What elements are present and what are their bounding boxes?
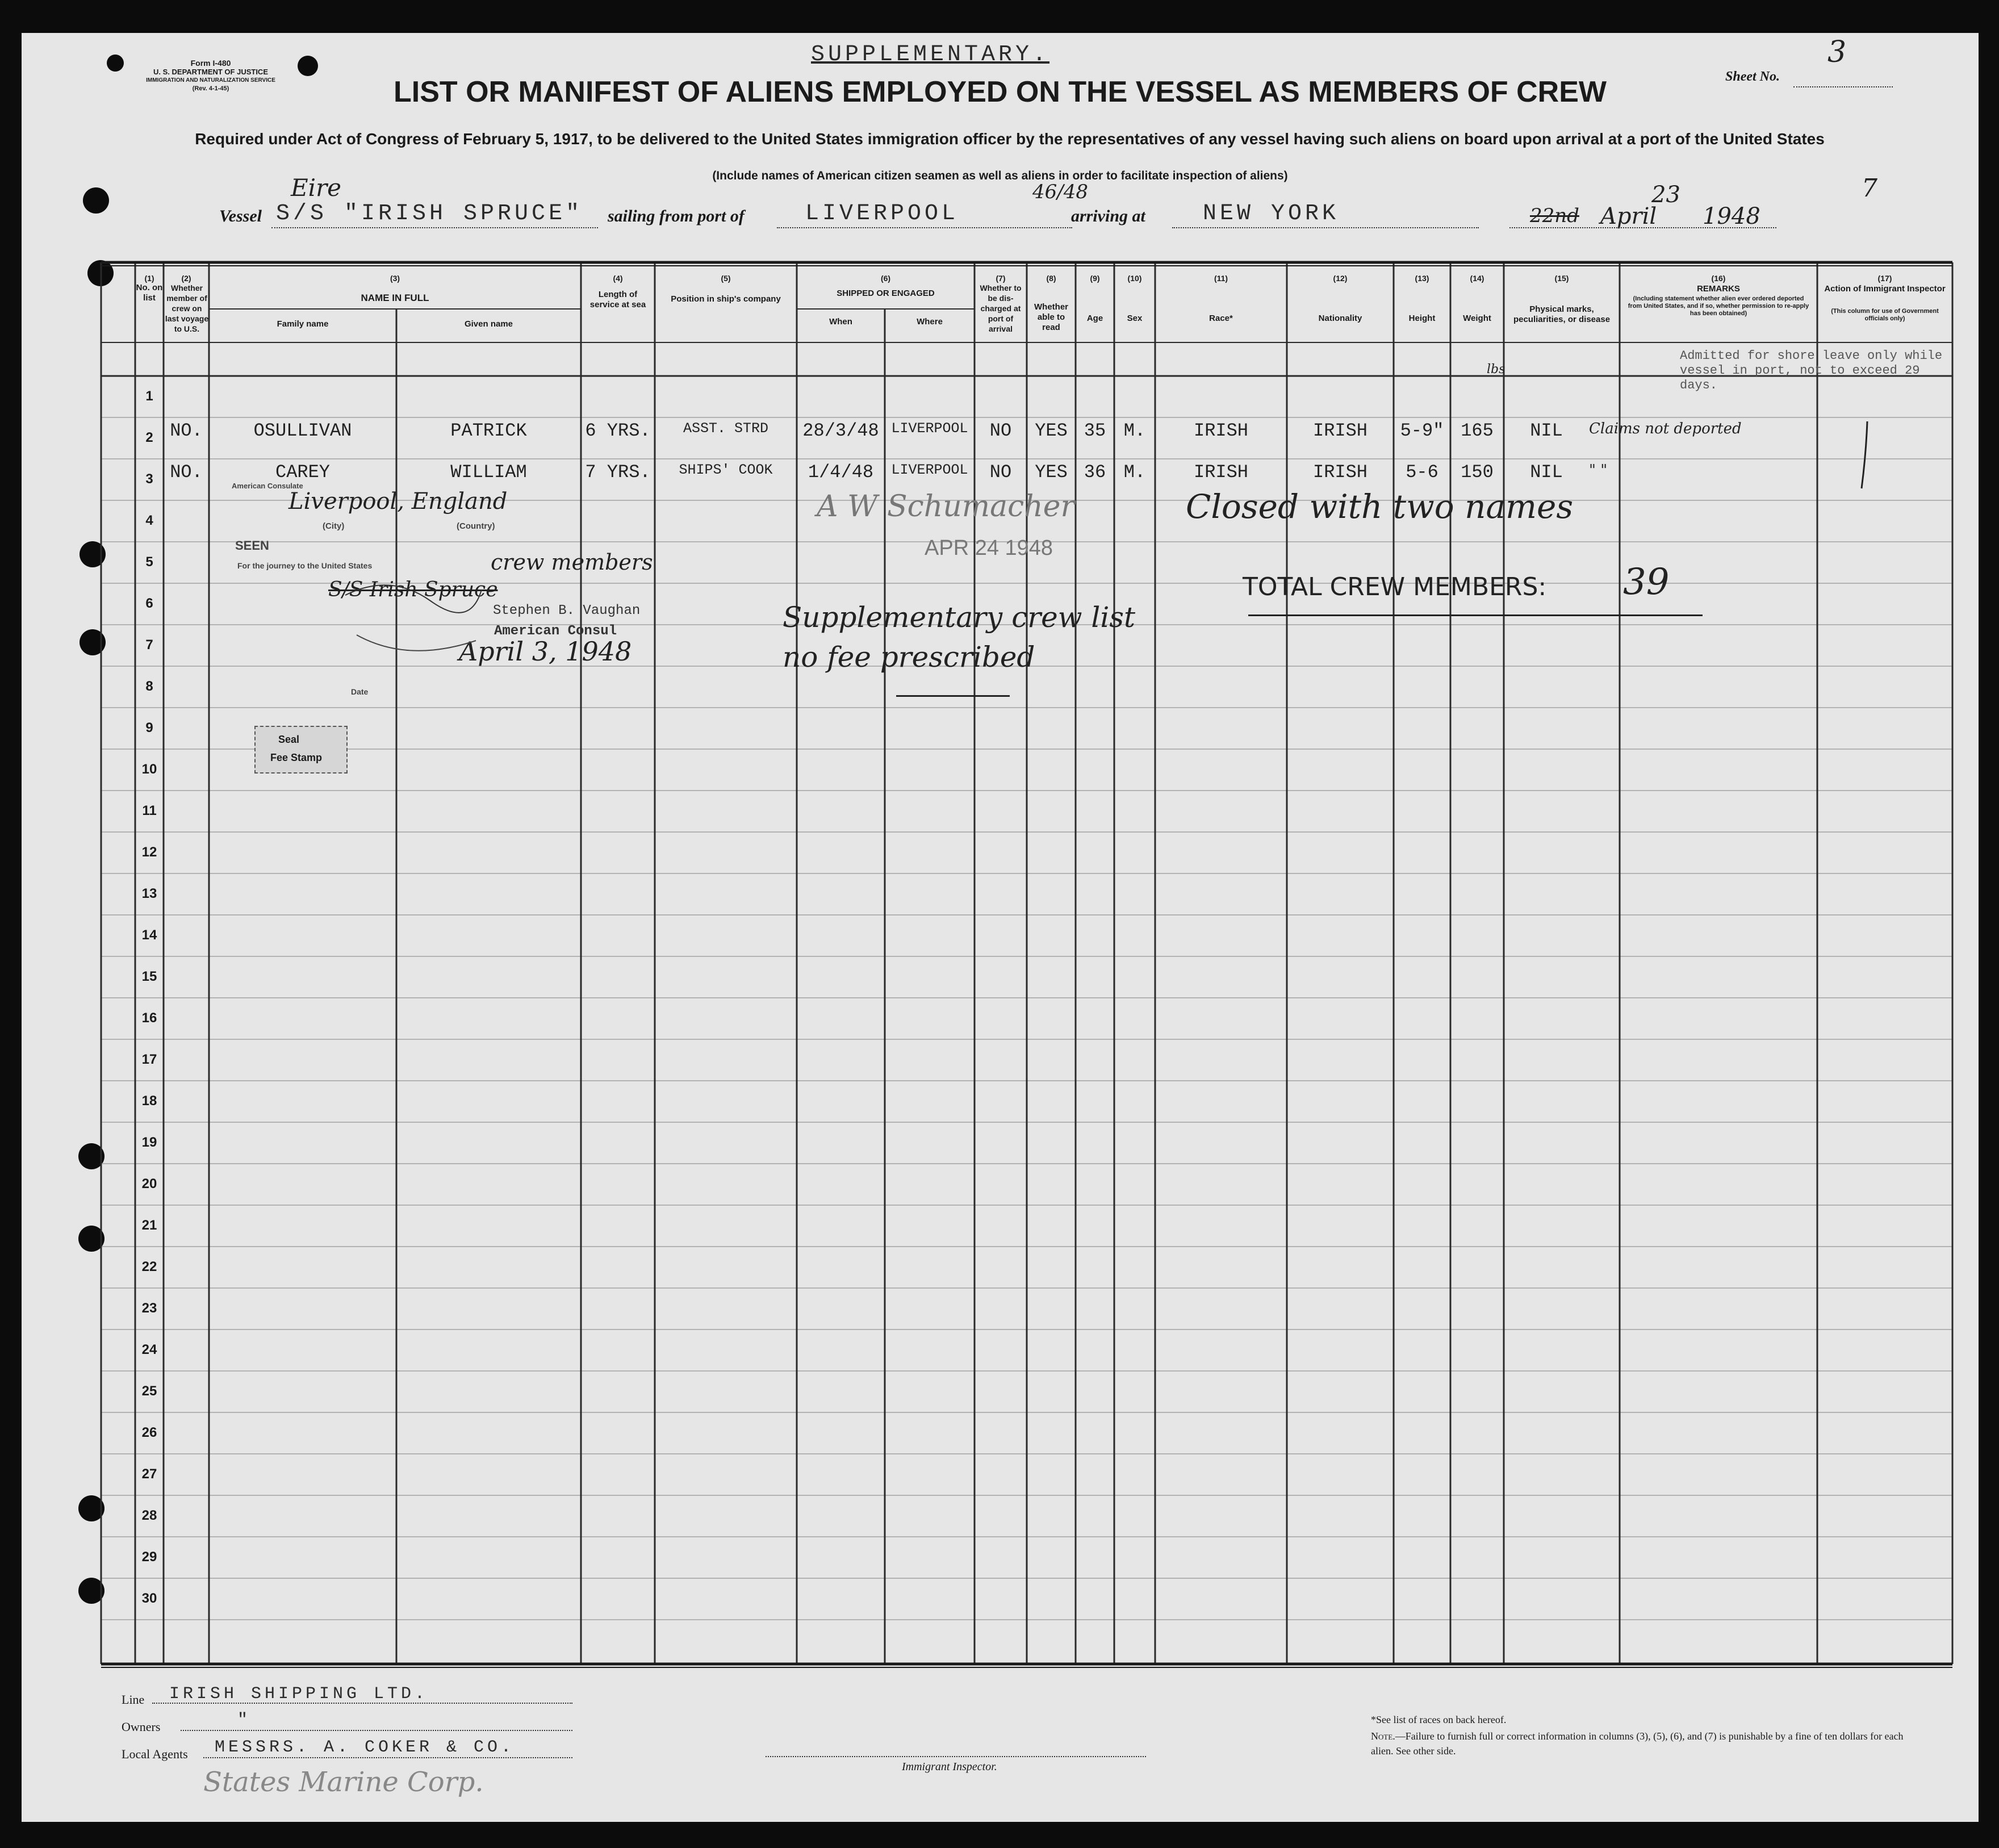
- row-number: 13: [141, 886, 157, 901]
- cell-remarks: Claims not deported: [1589, 420, 1742, 437]
- cell-weight: 165: [1461, 420, 1494, 441]
- col-num-6: (6): [880, 274, 891, 283]
- form-subtitle: Required under Act of Congress of February 5, 1917, to be delivered to the United States immigration officer by the representatives of any vessel having such aliens on board upon arrival at a port of the United States: [195, 130, 1825, 148]
- col-head-6: SHIPPED OR ENGAGED: [837, 289, 935, 298]
- cell-position: ASST. STRD: [683, 420, 769, 437]
- owners-label: Owners: [122, 1720, 161, 1734]
- consulate-label: American Consulate: [232, 482, 303, 490]
- row-number: 18: [141, 1093, 157, 1109]
- col-num-8: (8): [1046, 274, 1056, 283]
- col-head-3: NAME IN FULL: [361, 292, 429, 303]
- cell-where: LIVERPOOL: [891, 462, 968, 478]
- row-number: 11: [142, 803, 157, 818]
- vessel-flag-note: Eire: [291, 174, 342, 202]
- cell-discharged: NO: [989, 420, 1012, 441]
- sheet-label: Sheet No.: [1725, 69, 1780, 84]
- sailing-label: sailing from port of: [608, 207, 745, 225]
- row-number: 4: [145, 513, 153, 528]
- form-title: LIST OR MANIFEST OF ALIENS EMPLOYED ON THE VESSEL AS MEMBERS OF CREW: [394, 76, 1607, 108]
- consular-scribble: [340, 561, 487, 675]
- cell-given: PATRICK: [450, 420, 527, 441]
- cell-position: SHIPS' COOK: [679, 462, 773, 478]
- cell-when: 1/4/48: [808, 462, 874, 483]
- journey-label: For the journey to the United States: [237, 561, 373, 570]
- col-num-9: (9): [1090, 274, 1100, 283]
- include-note: (Include names of American citizen seamen as well as aliens in order to facilitate inspection of aliens): [712, 169, 1288, 182]
- col-head-11: Race*: [1209, 313, 1233, 323]
- cell-where: LIVERPOOL: [891, 420, 968, 437]
- row-number: 9: [145, 720, 153, 735]
- col-head-2: Whether member of crew on last voyage to U.S.: [165, 283, 209, 333]
- row-number: 17: [141, 1052, 157, 1067]
- consular-ship: S/S Irish Spruce: [328, 578, 498, 601]
- races-note: *See list of races on back hereof.: [1371, 1714, 1507, 1725]
- col-head-5: Position in ship's company: [671, 294, 781, 304]
- col-num-7: (7): [996, 274, 1006, 283]
- consular-date: April 3, 1948: [459, 636, 632, 667]
- total-underline: [1248, 614, 1703, 616]
- supplementary-note: Supplementary crew list: [783, 601, 1136, 634]
- col-num-1: (1): [144, 274, 154, 283]
- cell-height: 5-6: [1406, 462, 1438, 483]
- agents-value: MESSRS. A. COKER & CO.: [215, 1738, 515, 1757]
- arrival-port: NEW YORK: [1203, 201, 1340, 227]
- cell-weight: 150: [1461, 462, 1494, 483]
- cell-race: IRISH: [1193, 462, 1248, 483]
- col-head-7: Whether to be dis-charged at port of arrival: [980, 283, 1022, 333]
- col-head-13: Height: [1408, 313, 1436, 323]
- cell-read: YES: [1035, 420, 1068, 441]
- col-num-4: (4): [613, 274, 623, 283]
- cell-marks: NIL: [1530, 462, 1563, 483]
- col-num-12: (12): [1333, 274, 1348, 283]
- col-head-10: Sex: [1127, 313, 1143, 323]
- cell-read: YES: [1035, 462, 1068, 483]
- row-number: 14: [141, 927, 157, 943]
- total-crew-label: TOTAL CREW MEMBERS:: [1243, 572, 1547, 601]
- owners-value: ": [237, 1711, 252, 1730]
- row-number: 5: [145, 554, 153, 570]
- form-dept: U. S. DEPARTMENT OF JUSTICE: [153, 68, 268, 76]
- col-num-3: (3): [390, 274, 400, 283]
- no-fee-underline: [896, 695, 1010, 697]
- line-value: IRISH SHIPPING LTD.: [169, 1684, 429, 1704]
- row-number: 30: [141, 1591, 157, 1606]
- col-head-14: Weight: [1463, 313, 1491, 323]
- col-num-17: (17): [1877, 274, 1892, 283]
- vessel-name: S/S "IRISH SPRUCE": [276, 201, 583, 227]
- country-label: (Country): [457, 521, 495, 531]
- no-fee-note: no fee prescribed: [783, 641, 1035, 674]
- col-num-11: (11): [1214, 274, 1228, 283]
- agents-label: Local Agents: [122, 1747, 188, 1761]
- col-head-12: Nationality: [1318, 313, 1362, 323]
- weight-unit: lbs: [1487, 362, 1505, 377]
- form-service: IMMIGRATION AND NATURALIZATION SERVICE: [146, 77, 275, 83]
- row-number: 7: [145, 637, 153, 653]
- cell-age: 36: [1084, 462, 1106, 483]
- cell-sex: M.: [1123, 420, 1146, 441]
- port-note: 46/48: [1032, 181, 1088, 203]
- row-number: 25: [141, 1383, 157, 1399]
- fee-stamp-box: [254, 726, 348, 774]
- cell-age: 35: [1084, 420, 1106, 441]
- seal-label: Seal: [278, 734, 300, 745]
- col-num-16: (16): [1711, 274, 1726, 283]
- row-number: 16: [141, 1010, 157, 1026]
- row-number: 21: [141, 1218, 157, 1233]
- col-num-14: (14): [1470, 274, 1484, 283]
- immigrant-inspector-label: Immigrant Inspector.: [902, 1761, 997, 1773]
- agents-note: States Marine Corp.: [203, 1766, 484, 1798]
- col-head-16: REMARKS: [1697, 284, 1740, 294]
- row-number: 27: [141, 1466, 157, 1482]
- remarks-note: (Including statement whether alien ever ordered deported from United States, and if so, whether permission to re-apply has been obtained): [1628, 295, 1809, 317]
- cell-remarks: " ": [1589, 462, 1608, 479]
- cell-last-voyage: NO.: [170, 420, 203, 441]
- col-num-15: (15): [1554, 274, 1569, 283]
- row-number: 28: [141, 1508, 157, 1523]
- port-of-departure: LIVERPOOL: [805, 201, 959, 227]
- city-label: (City): [323, 521, 345, 531]
- subhead-family: Family name: [277, 319, 329, 329]
- row-number: 24: [141, 1342, 157, 1357]
- vessel-label: Vessel: [219, 207, 262, 225]
- cell-last-voyage: NO.: [170, 462, 203, 483]
- date-year: 1948: [1703, 203, 1760, 229]
- manifest-sheet: [22, 33, 1979, 1822]
- cell-service: 6 YRS.: [585, 420, 651, 441]
- closed-note: Closed with two names: [1186, 487, 1574, 526]
- cell-nationality: IRISH: [1312, 420, 1367, 441]
- row-number: 23: [141, 1301, 157, 1316]
- row-number: 22: [141, 1259, 157, 1274]
- line-label: Line: [122, 1692, 145, 1707]
- row-number: 2: [145, 430, 153, 445]
- cell-family: OSULLIVAN: [253, 420, 352, 441]
- row-number: 10: [141, 762, 157, 777]
- date-day: 23: [1651, 182, 1680, 208]
- cell-when: 28/3/48: [802, 420, 879, 441]
- row-number: 12: [141, 844, 157, 860]
- col-head-9: Age: [1086, 313, 1103, 323]
- crew-members-note: crew members: [491, 550, 653, 575]
- cell-height: 5-9": [1400, 420, 1444, 441]
- consul-title: American Consul: [494, 624, 617, 639]
- row-number: 19: [141, 1135, 157, 1150]
- subhead-given: Given name: [464, 319, 513, 329]
- cell-marks: NIL: [1530, 420, 1563, 441]
- form-id: Form I-480: [190, 58, 231, 68]
- note-label: Note.: [1371, 1730, 1395, 1742]
- inspector-signature: A W Schumacher: [817, 490, 1075, 524]
- cell-given: WILLIAM: [450, 462, 527, 483]
- note-text: Failure to furnish full or correct information in columns (3), (5), (6), and (7) is punishable by a fine of ten dollars for each alien. See other side.: [1371, 1730, 1904, 1757]
- cell-service: 7 YRS.: [585, 462, 651, 483]
- date-struck: 22nd: [1530, 204, 1579, 227]
- row-number: 3: [145, 471, 153, 487]
- total-crew-number: 39: [1623, 561, 1670, 603]
- row-number: 15: [141, 969, 157, 984]
- inspector-note: (This column for use of Government officials only): [1831, 308, 1939, 322]
- row-number: 20: [141, 1176, 157, 1191]
- inspector-signature-line: [766, 1756, 1146, 1757]
- cell-race: IRISH: [1193, 420, 1248, 441]
- consulate-city-country: Liverpool, England: [288, 488, 508, 515]
- penalty-note: Note.—Failure to furnish full or correct information in columns (3), (5), (6), and (7) is punishable by a fine of ten dollars for each alien. See other side.: [1371, 1730, 1904, 1757]
- arriving-label: arriving at: [1071, 207, 1145, 225]
- admitted-stamp: Admitted for shore leave only while vessel in port, not to exceed 29 days.: [1680, 349, 1943, 392]
- date-month: April: [1600, 203, 1657, 229]
- col-num-2: (2): [181, 274, 191, 283]
- supplementary-annotation: SUPPLEMENTARY.: [811, 42, 1050, 68]
- cell-family: CAREY: [275, 462, 330, 483]
- seen-label: SEEN: [235, 538, 269, 553]
- inspector-mark: [1856, 419, 1873, 493]
- row-number: 6: [145, 596, 153, 611]
- date-label: Date: [351, 687, 369, 696]
- col-num-10: (10): [1127, 274, 1142, 283]
- col-head-15: Physical marks, peculiarities, or disease: [1513, 304, 1611, 324]
- sheet-number: 3: [1827, 35, 1847, 69]
- margin-mark: 7: [1862, 174, 1877, 203]
- cell-sex: M.: [1123, 462, 1146, 483]
- col-num-13: (13): [1415, 274, 1429, 283]
- cell-discharged: NO: [989, 462, 1012, 483]
- form-rev: (Rev. 4-1-45): [192, 85, 229, 92]
- subhead-where: Where: [917, 317, 943, 327]
- row-number: 29: [141, 1549, 157, 1565]
- consul-name: Stephen B. Vaughan: [493, 603, 641, 618]
- row-number: 8: [145, 679, 153, 694]
- col-head-4: Length of service at sea: [589, 290, 646, 310]
- row-number: 26: [141, 1425, 157, 1440]
- subhead-when: When: [829, 317, 852, 327]
- col-head-17: Action of Immigrant Inspector: [1824, 284, 1946, 294]
- fee-stamp-label: Fee Stamp: [270, 752, 323, 763]
- col-head-1: No. on list: [136, 283, 163, 303]
- col-head-8: Whether able to read: [1034, 302, 1068, 332]
- arrival-date-stamp: APR 24 1948: [925, 536, 1053, 560]
- col-num-5: (5): [721, 274, 731, 283]
- cell-nationality: IRISH: [1312, 462, 1367, 483]
- row-number: 1: [145, 388, 153, 404]
